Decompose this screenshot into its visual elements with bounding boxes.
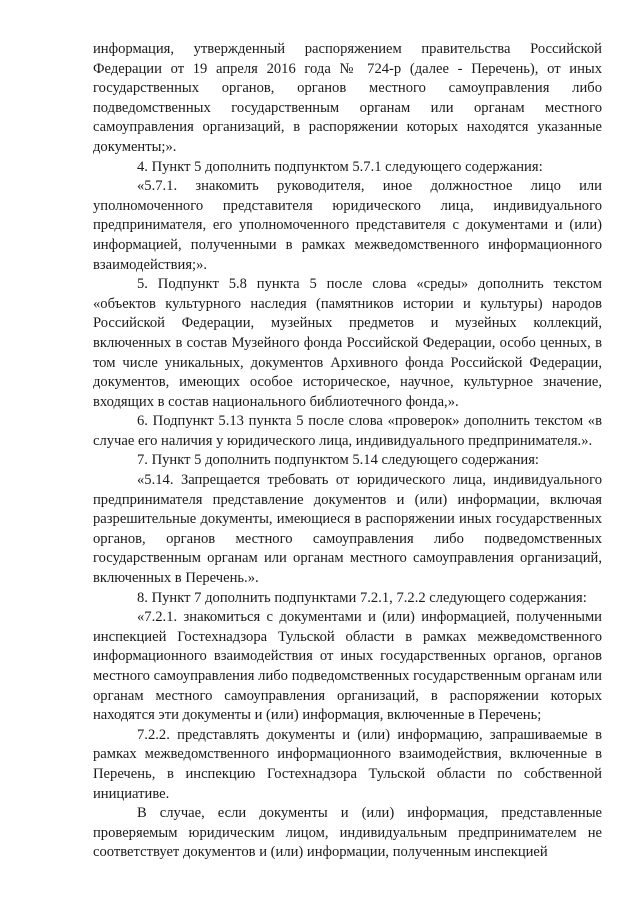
paragraph-subitem-7-2-2: 7.2.2. представлять документы и (или) информацию, запрашиваемые в рамках межведомственного информационного взаимодействия, включенные в Перечень, в инспекцию Гостехнадзора Тульской области по собственной инициативе. [93,726,602,802]
paragraph-list-continuation: информация, утвержденный распоряжением правительства Российской Федерации от 19 апреля 2016 года № 724-р (далее - Перечень), от иных государственных органов, органов местного самоуправления либо подведомственных государственным органам или органам местного самоуправления организаций, в распоряжении которых находятся указанные документы;». [93,41,602,155]
paragraph-subitem-7-2-1: «7.2.1. знакомиться с документами и (или) информацией, полученными инспекцией Гостехнадзора Тульской области в рамках межведомственного информационного взаимодействия от иных государственных органов, органов местного самоуправления либо подведомственных государственным органам или органам местного самоуправления организаций, в распоряжении которых находятся эти документы и (или) информация, включенные в Перечень; [93,609,602,724]
paragraph-mismatch-clause: В случае, если документы и (или) информация, представленные проверяемым юридическим лицом, индивидуальным предпринимателем не соответствует документов и (или) информации, полученным инспекцией [93,805,602,861]
paragraph-item-6: 6. Подпункт 5.13 пункта 5 после слова «проверок» дополнить текстом «в случае его наличия у юридического лица, индивидуального предпринимателя.». [93,413,602,449]
paragraph-item-5: 5. Подпункт 5.8 пункта 5 после слова «среды» дополнить текстом «объектов культурного наследия (памятников истории и культуры) народов Российской Федерации, музейных предметов и музейных коллекций, включенных в состав Музейного фонда Российской Федерации, особо ценных, в том числе уникальных, документов Архивного фонда Российской Федерации, документов, имеющих особое историческое, научное, культурное значение, входящих в состав национального библиотечного фонда,». [93,276,602,410]
paragraph-subitem-5-14: «5.14. Запрещается требовать от юридического лица, индивидуального предпринимателя представление документов и (или) информации, включая разрешительные документы, имеющиеся в распоряжении иных государственных органов, органов местного самоуправления либо подведомственных государственным органам или органам местного самоуправления организаций, включенных в Перечень.». [93,472,602,587]
paragraph-item-8: 8. Пункт 7 дополнить подпунктами 7.2.1, 7.2.2 следующего содержания: [137,589,587,606]
paragraph-subitem-5-7-1: «5.7.1. знакомить руководителя, иное должностное лицо или уполномоченного представителя юридического лица, индивидуального предпринимателя, его уполномоченного представителя с документами и (или) информацией, полученными в рамках межведомственного информационного взаимодействия;». [93,178,602,273]
paragraph-item-4: 4. Пункт 5 дополнить подпунктом 5.7.1 следующего содержания: [137,158,543,175]
paragraph-item-7: 7. Пункт 5 дополнить подпунктом 5.14 следующего содержания: [137,452,539,469]
